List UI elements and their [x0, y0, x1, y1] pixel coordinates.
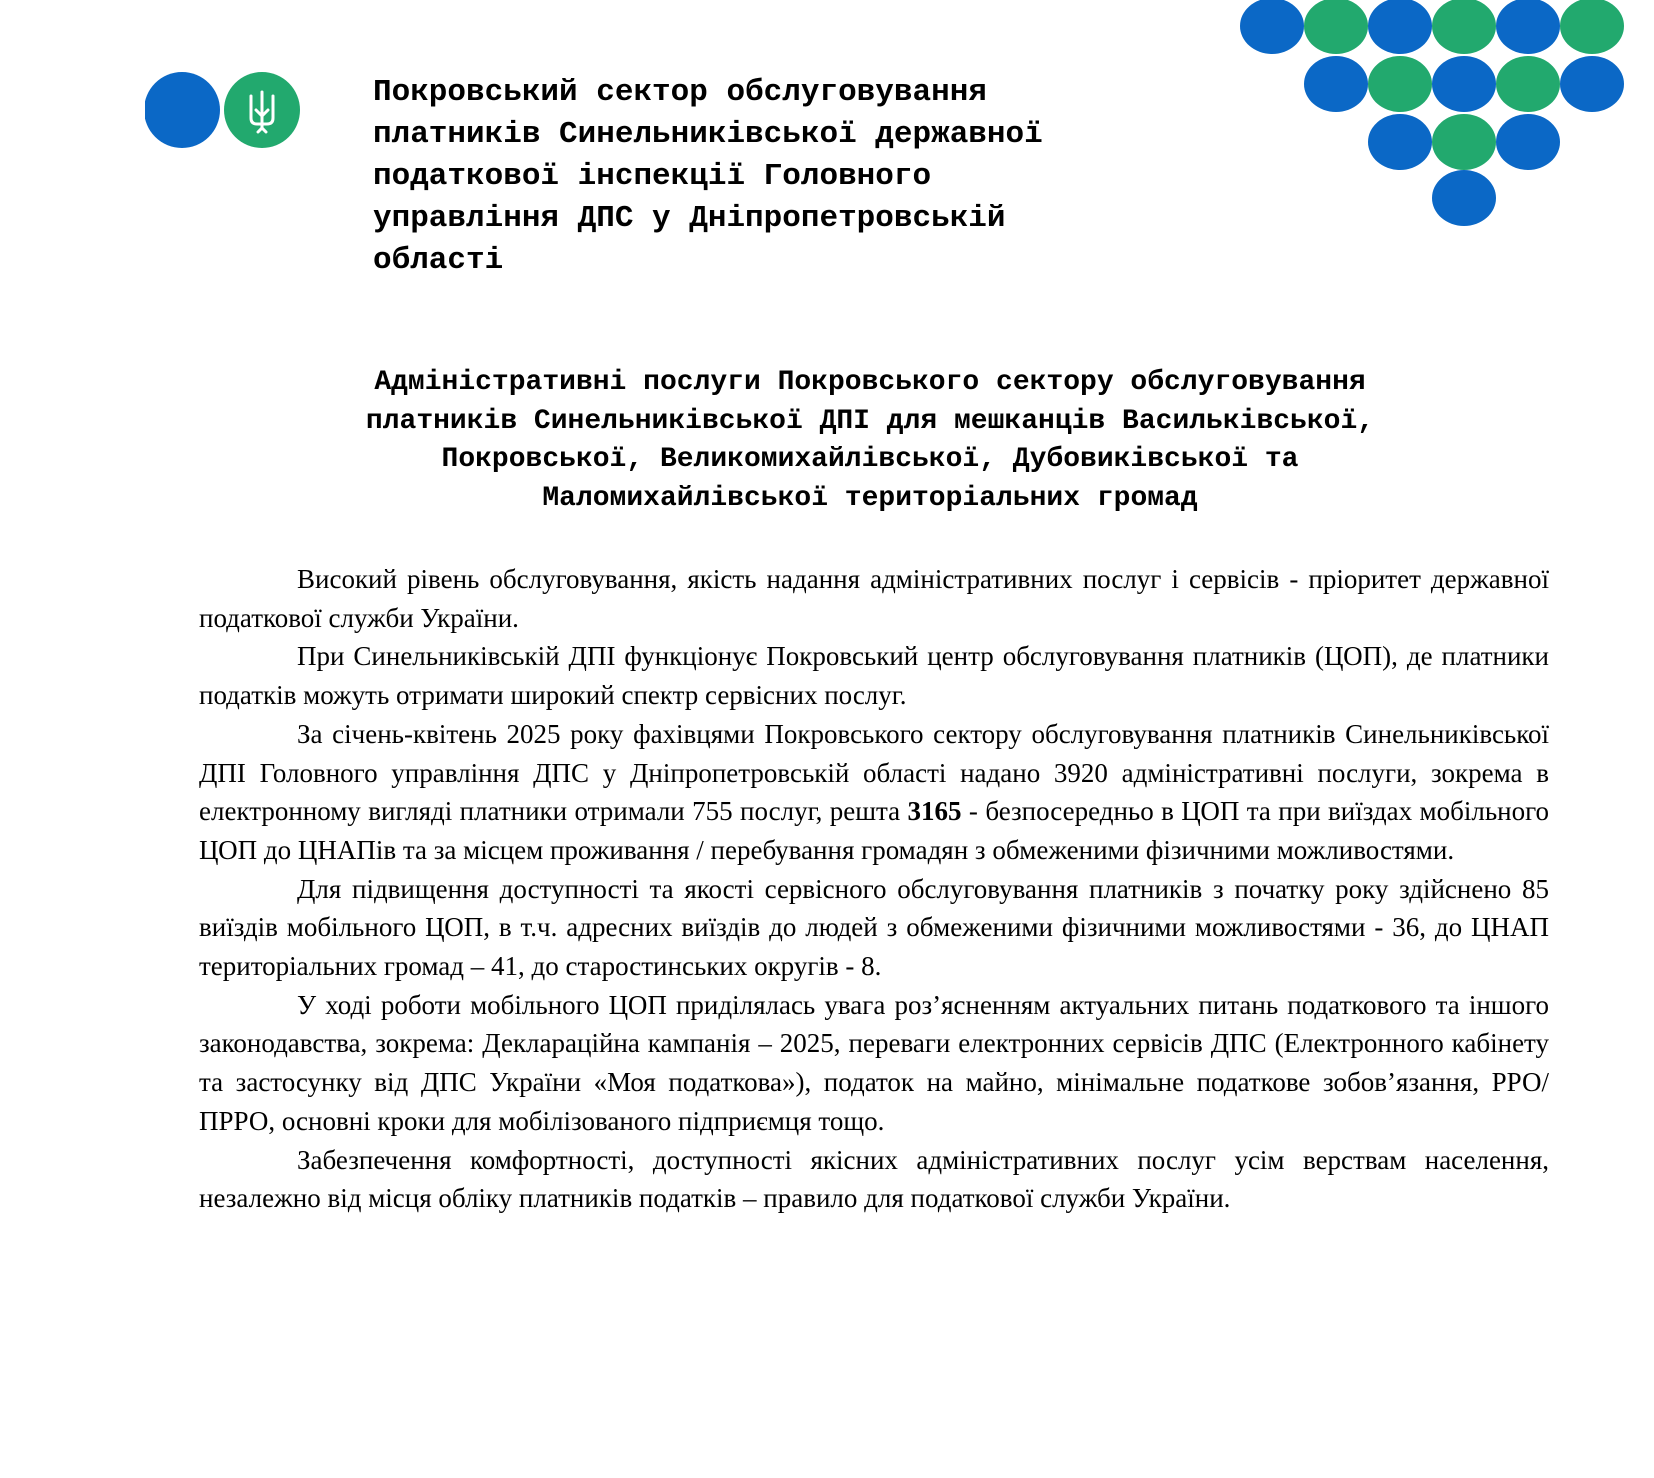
paragraph-statistics: [199, 715, 1549, 870]
services-count-bold: 3165: [907, 796, 962, 827]
dot: [1368, 114, 1432, 170]
paragraph-mobile-visits: Для підвищення доступності та якості сервісного обслуговування платників з початку року здійснено 85 виїздів мобільного ЦОП, в т.ч. адресних виїздів до людей з обмеженими фізичними можливостями - 36, до ЦНАП територіальних громад – 41, до старостинських округів - 8.: [199, 873, 1549, 982]
paragraph-priority: Високий рівень обслуговування, якість надання адміністративних послуг і сервісів - пріоритет державної податкової служби України.: [199, 564, 1549, 633]
document-body: [199, 560, 1549, 1218]
dot: [1304, 0, 1368, 54]
paragraph-conclusion: Забезпечення комфортності, доступності якісних адміністративних послуг усім верствам населення, незалежно від місця обліку платників податків – правило для податкової служби України.: [199, 1144, 1549, 1214]
dot: [1240, 0, 1304, 54]
dot: [1368, 56, 1432, 112]
logo-blue-circle: [145, 72, 220, 148]
document-heading: Адміністративні послуги Покровського сектору обслуговування платників Синельниківської ДПІ для мешканців Васильківської, Покровської, Великомихайлівської, Дубовиківської та Маломихайлівської територіальних громад: [365, 367, 1375, 514]
dot: [1432, 56, 1496, 112]
dot: [1560, 0, 1624, 54]
dot: [1496, 114, 1560, 170]
paragraph-service-center: При Синельниківській ДПІ функціонує Покровський центр обслуговування платників (ЦОП), де платники податків можуть отримати широкий спектр сервісних послуг.: [199, 641, 1549, 711]
dot: [1560, 56, 1624, 112]
statistics-text-start: За січень-квітень 2025 року фахівцями Покровського сектору обслуговування платників Синельниківської ДПІ Головного управління ДПС у Дніпропетровській області надано 3920 адміністративні послуги, зокрема в електронному вигляді платники отримали 755 послуг, решта: [199, 718, 1549, 827]
dot: [1432, 170, 1496, 226]
dot: [1432, 114, 1496, 170]
dot: [1432, 0, 1496, 54]
dot: [1496, 0, 1560, 54]
office-title: Покровський сектор обслуговування платників Синельниківської державної податкової інспекції Головного управління ДПС у Дніпропетровській області: [373, 75, 1043, 278]
dot: [1304, 56, 1368, 112]
tax-service-logo: [145, 70, 305, 150]
statistics-text-end: - безпосередньо в ЦОП та при виїздах мобільного ЦОП до ЦНАПів та за місцем проживання / перебування громадян з обмеженими фізичними можливостями.: [199, 796, 1550, 865]
decorative-dots-pattern: [1240, 0, 1640, 230]
dot: [1368, 0, 1432, 54]
dot: [1496, 56, 1560, 112]
paragraph-explanations: У ході роботи мобільного ЦОП приділялась увага роз’ясненням актуальних питань податкового та іншого законодавства, зокрема: Деклараційна кампанія – 2025, переваги електронних сервісів ДПС (Електронного кабінету та застосунку від ДПС України «Моя податкова»), податок на майно, мінімальне податкове зобов’язання, РРО/ПРРО, основні кроки для мобілізованого підприємця тощо.: [199, 989, 1549, 1136]
